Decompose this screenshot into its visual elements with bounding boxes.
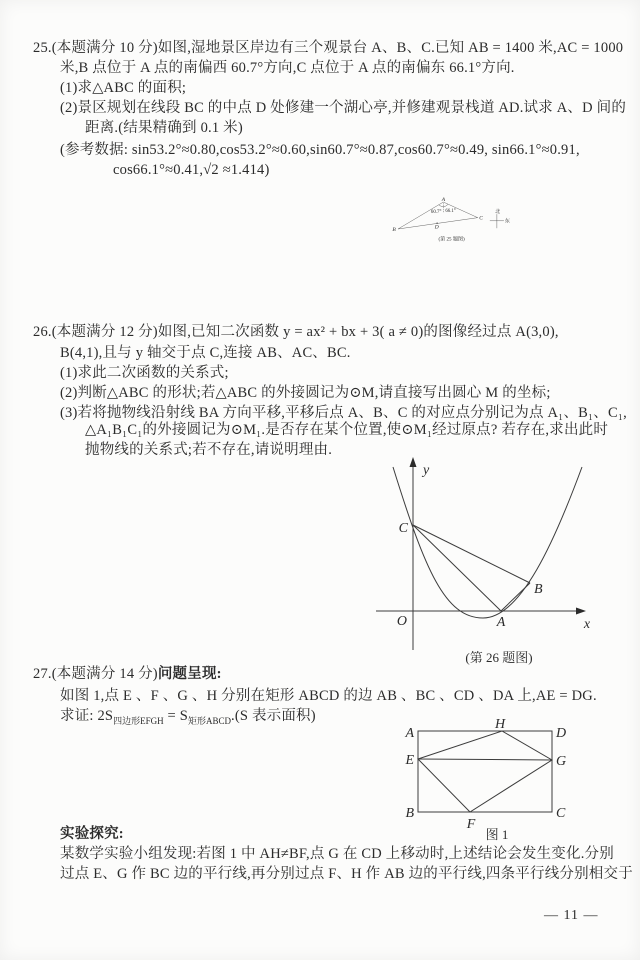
q27-line-1-bold: 问题呈现: <box>157 666 222 682</box>
q27-proof-sub1: 四边形EFGH <box>113 715 164 726</box>
q26-line-3: (1)求此二次函数的关系式; <box>60 365 229 381</box>
segment-ab <box>501 583 530 611</box>
q26-line-6: △A₁B₁C₁的外接圆记为⊙M₁.是否存在某个位置,使⊙M₁经过原点? 若存在,求出此时 <box>85 422 609 438</box>
fig27-label-g: G <box>556 754 567 769</box>
q26-line-7: 抛物线的关系式;若不存在,请说明理由. <box>85 442 333 458</box>
figure-25-triangle <box>280 195 620 320</box>
quad-efgh <box>418 731 552 812</box>
q27-line-3 <box>60 706 316 731</box>
q25-line-4: (2)景区规划在线段 BC 的中点 D 处修建一个湖心亭,并修建观景栈道 AD.试求 A、D 间的 <box>60 100 627 116</box>
fig27-label-a: A <box>405 726 414 741</box>
fig27-caption: 图 1 <box>485 827 509 842</box>
fig27-label-b: B <box>405 806 414 821</box>
q26-line-1: 26.(本题满分 12 分)如图,已知二次函数 y = ax² + bx + 3( a ≠ 0)的图像经过点 A(3,0), <box>33 324 559 340</box>
q25-line-7: cos66.1°≈0.41,√2 ≈1.414) <box>113 162 270 178</box>
q26-line-5: (3)若将抛物线沿射线 BA 方向平移,平移后点 A、B、C 的对应点分别记为点 A₁、B₁、C₁, <box>60 405 627 421</box>
page-number: — 11 — <box>544 908 599 923</box>
point-d-dot <box>436 223 437 224</box>
compass-east-label: 东 <box>504 218 510 225</box>
segment-cb <box>413 525 530 583</box>
q27-line-1 <box>33 664 222 684</box>
q25-line-2: 米,B 点位于 A 点的南偏西 60.7°方向,C 点位于 A 点的南偏东 66.1°方向. <box>60 60 515 76</box>
rect-abcd <box>418 731 552 812</box>
q25-line-5: 距离.(结果精确到 0.1 米) <box>85 120 243 136</box>
y-axis-arrow <box>410 457 417 467</box>
q25-line-3: (1)求△ABC 的面积; <box>60 80 187 96</box>
fig25-angle-right: 66.1° <box>445 209 456 215</box>
q27-proof-mid: = S <box>163 708 188 724</box>
q27-line-4: 实验探究: <box>60 826 124 842</box>
fig27-label-h: H <box>494 717 506 732</box>
q27-line-2: 如图 1,点 E 、F 、G 、H 分别在矩形 ABCD 的边 AB 、BC 、CD 、DA 上,AE = DG. <box>60 688 597 704</box>
figure-26-parabola <box>370 455 600 670</box>
q27-line-6: 过点 E、G 作 BC 边的平行线,再分别过点 F、H 作 AB 边的平行线,四条平行线分别相交于 <box>60 866 633 882</box>
q27-proof-suffix: .(S 表示面积) <box>231 708 316 724</box>
fig27-label-e: E <box>405 753 414 768</box>
figure-27-rectangle <box>400 715 620 845</box>
fig25-label-c: C <box>479 215 483 222</box>
compass-north-label: 北 <box>495 208 501 215</box>
q27-line-5: 某数学实验小组发现:若图 1 中 AH≠BF,点 G 在 CD 上移动时,上述结论会发生变化.分别 <box>60 846 614 862</box>
segment-ca <box>413 525 501 611</box>
q27-line-1-normal: 27.(本题满分 14 分) <box>33 666 158 682</box>
q26-line-2: B(4,1),且与 y 轴交于点 C,连接 AB、AC、BC. <box>60 345 351 361</box>
q27-proof-sub2: 矩形ABCD <box>187 715 231 726</box>
fig26-label-y: y <box>423 463 430 478</box>
fig26-label-a: A <box>496 615 506 630</box>
fig26-label-c: C <box>398 521 408 536</box>
fig27-label-f: F <box>466 817 476 832</box>
q25-line-6: (参考数据: sin53.2°≈0.80,cos53.2°≈0.60,sin60.7°≈0.87,cos60.7°≈0.49, sin66.1°≈0.91, <box>60 142 580 158</box>
fig25-label-d: D <box>434 224 439 231</box>
fig26-label-x: x <box>583 617 591 632</box>
segment-eg <box>418 759 552 760</box>
fig25-label-b: B <box>392 226 396 233</box>
fig27-label-d: D <box>556 726 567 741</box>
parabola-curve <box>393 467 582 618</box>
fig25-label-a: A <box>441 196 446 203</box>
x-axis-arrow <box>576 608 586 615</box>
fig27-label-c: C <box>556 806 566 821</box>
fig25-angle-left: 60.7° <box>430 209 442 215</box>
fig26-label-o: O <box>396 614 407 629</box>
q27-proof-prefix: 求证: 2S <box>60 708 114 724</box>
q25-line-1: 25.(本题满分 10 分)如图,湿地景区岸边有三个观景台 A、B、C.已知 AB = 1400 米,AC = 1000 <box>33 40 624 56</box>
fig26-caption: (第 26 题图) <box>465 650 533 665</box>
q26-line-4: (2)判断△ABC 的形状;若△ABC 的外接圆记为⊙M,请直接写出圆心 M 的坐标; <box>60 385 551 401</box>
fig26-label-b: B <box>534 582 543 597</box>
fig25-caption: (第 25 题图) <box>438 236 465 243</box>
